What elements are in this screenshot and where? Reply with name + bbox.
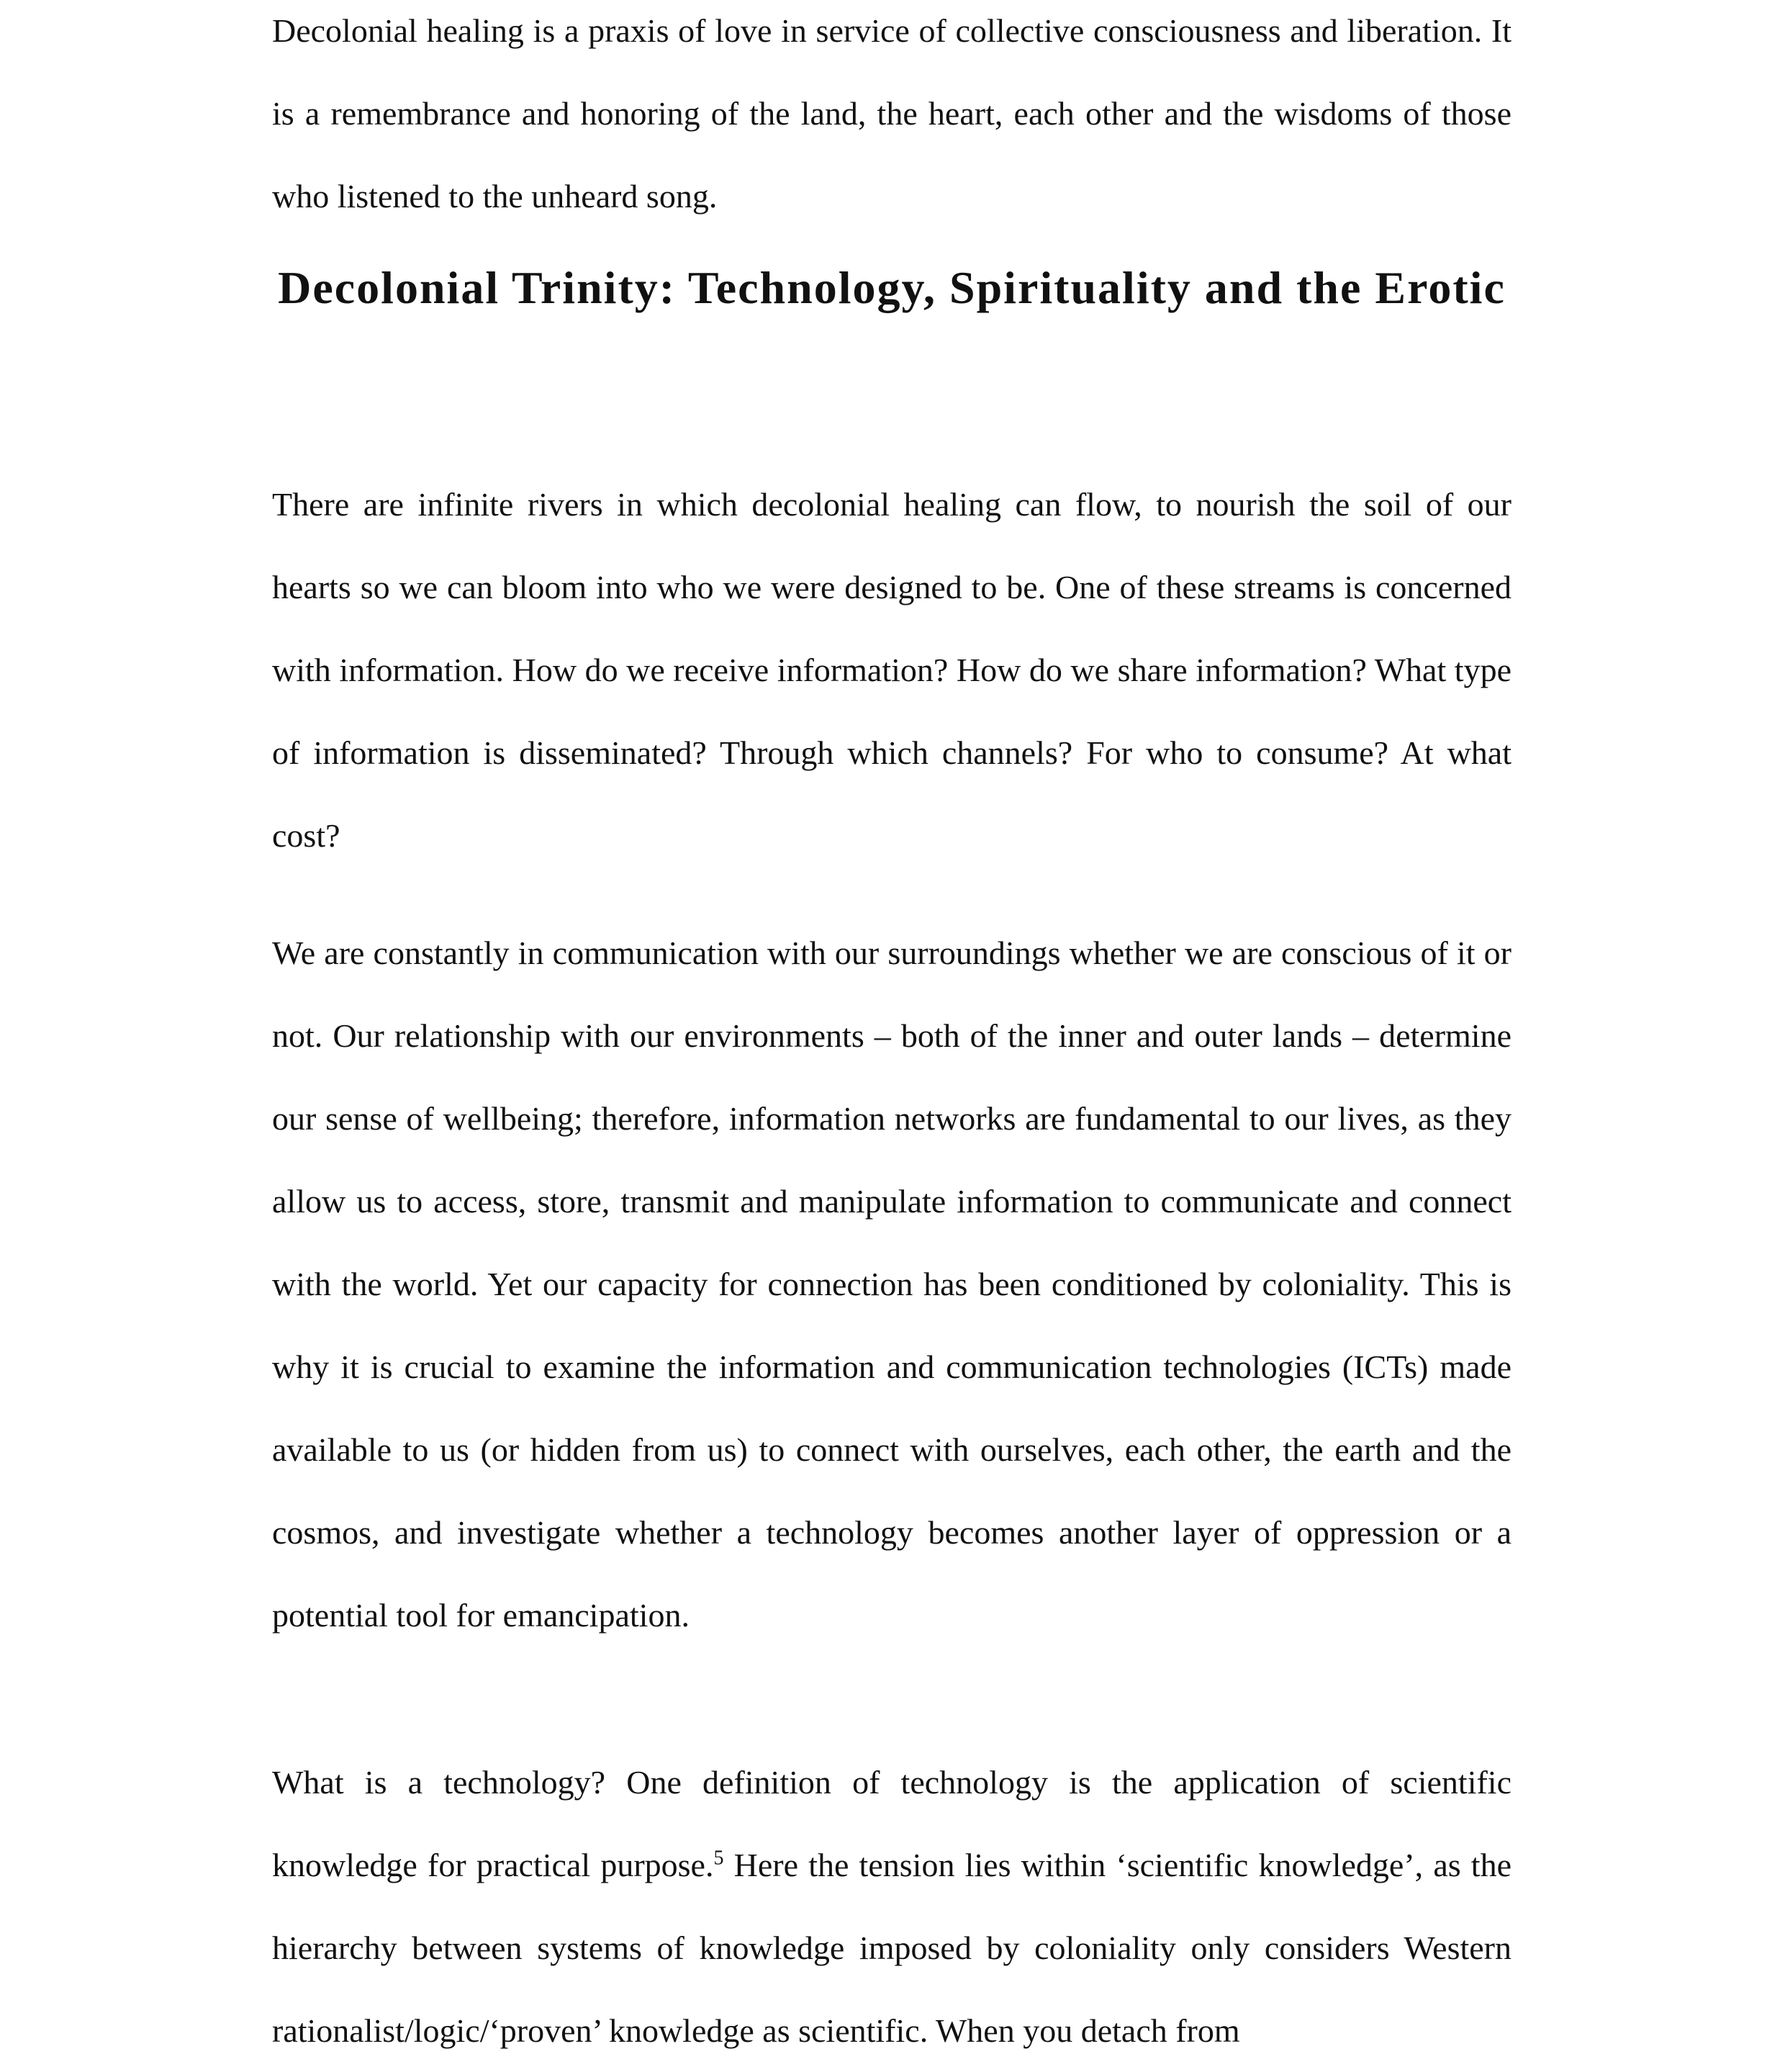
paragraph-decolonial-healing: Decolonial healing is a praxis of love in service of collective consciousness and liberation. It is a remembrance and honoring of the land, the heart, each other and the wisdoms of those who listened to the unheard song. <box>272 12 1511 215</box>
paragraph-text-after-footnote: Here the tension lies within ‘scientific knowledge’, as the hierarchy between systems of knowledge imposed by coloniality only considers Western rationalist/logic/‘proven’ knowledge as scientific. When you detach from <box>272 1847 1512 2049</box>
footnote-marker: 5 <box>713 1847 724 1870</box>
paragraph-what-is-technology <box>272 1741 1511 2072</box>
paragraph-text-before-footnote: What is a technology? One definition of technology is the application of scientific knowledge for practical purpose. <box>272 1764 1511 1883</box>
section-heading: Decolonial Trinity: Technology, Spirituality and the Erotic <box>278 262 1506 313</box>
paragraph-infinite-rivers: There are infinite rivers in which decolonial healing can flow, to nourish the soil of our hearts so we can bloom into who we were designed to be. One of these streams is concerned with information. How do we receive information? How do we share information? What type of information is disseminated? Through which channels? For who to consume? At what cost? <box>272 486 1511 854</box>
paragraph-communication-surroundings: We are constantly in communication with our surroundings whether we are conscious of it or not. Our relationship with our environments – both of the inner and outer lands – determine our sense of wellbeing; therefore, information networks are fundamental to our lives, as they allow us to access, store, transmit and manipulate information to communicate and connect with the world. Yet our capacity for connection has been conditioned by coloniality. This is why it is crucial to examine the information and communication technologies (ICTs) made available to us (or hidden from us) to connect with ourselves, each other, the earth and the cosmos, and investigate whether a technology becomes another layer of oppression or a potential tool for emancipation. <box>272 934 1511 1634</box>
